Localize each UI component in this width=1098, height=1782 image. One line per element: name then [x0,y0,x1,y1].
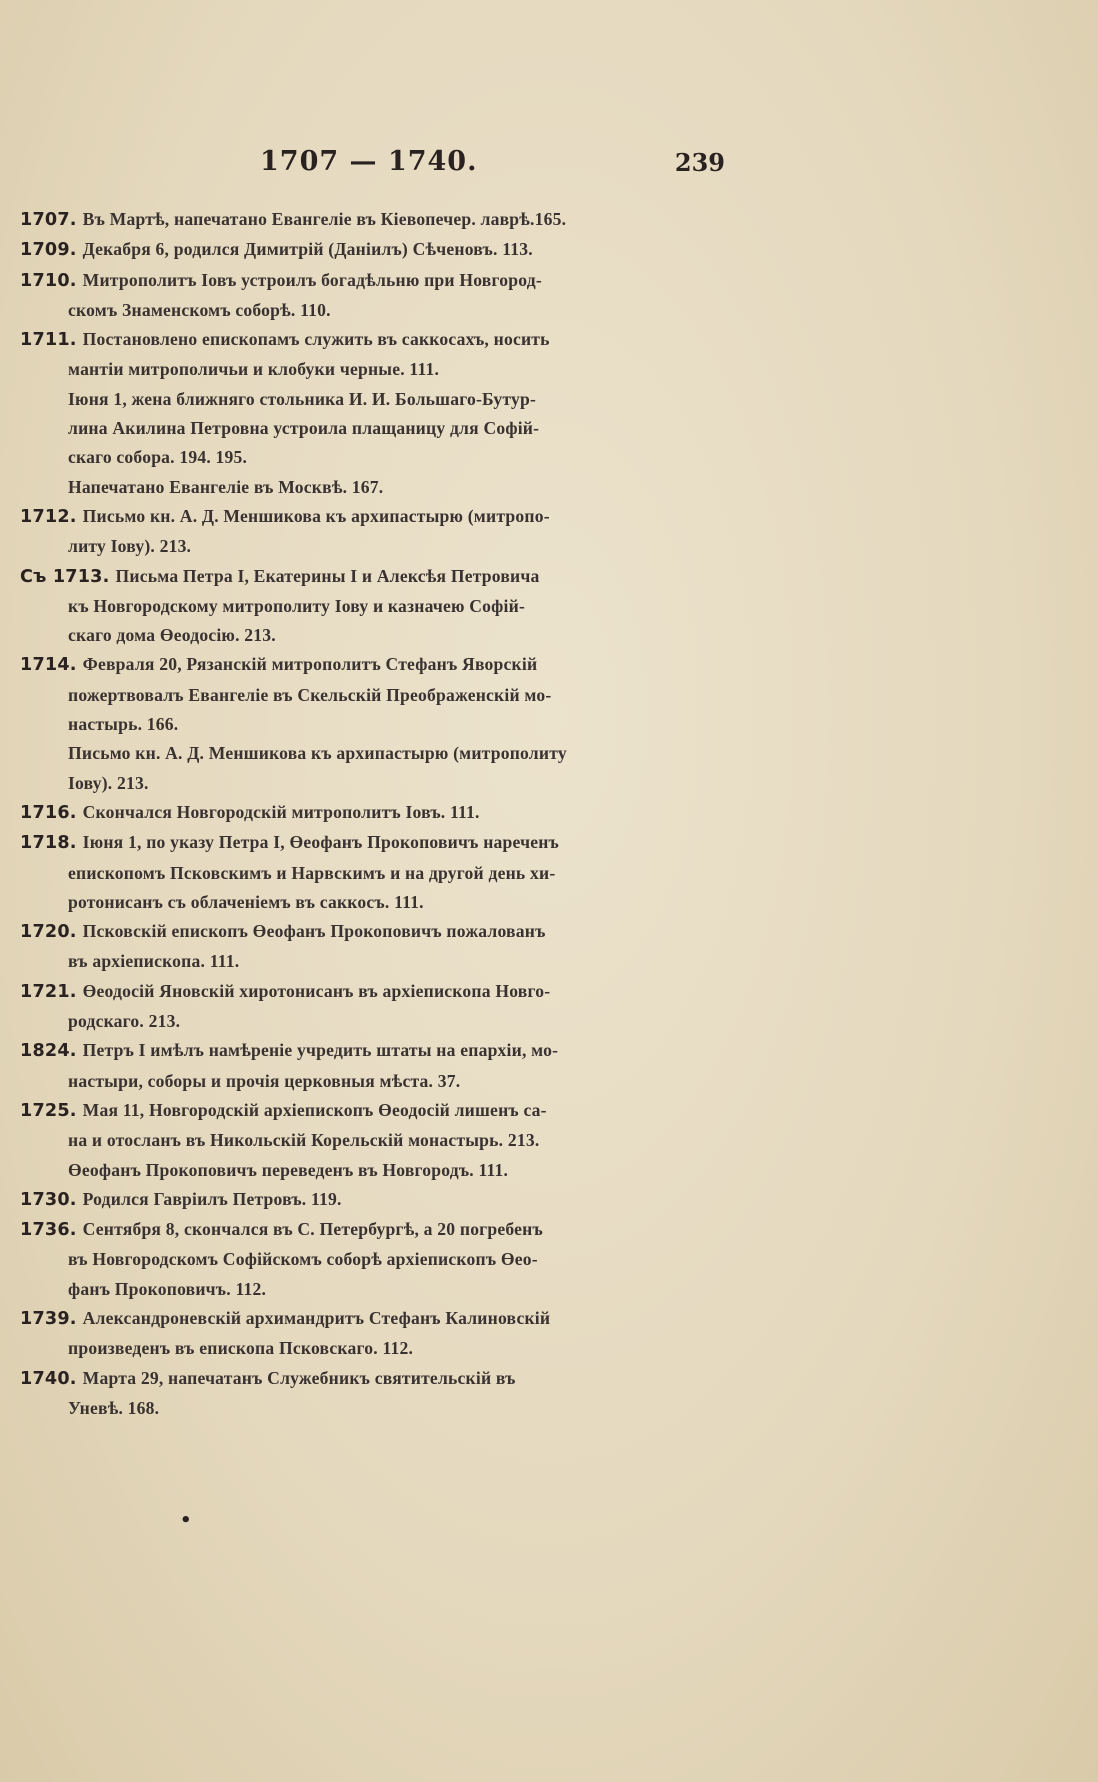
entry-text: Письмо кн. А. Д. Меншикова къ архипастырю (митрополиту [68,743,567,764]
running-title: 1707 — 1740. [260,146,478,177]
entry-line [20,828,732,858]
entry-line [20,681,732,710]
entry-text: Напечатано Евангеліе въ Москвѣ. 167. [68,476,384,497]
chronology-entry [20,325,732,385]
entry-year: 1739. [20,1308,77,1329]
entry-line [20,1036,732,1066]
entry-line [20,917,732,947]
chronology-entry [20,205,732,235]
entry-text: Скончался Новгородскій митрополитъ Іовъ. 111. [82,801,480,822]
entry-line [20,1185,732,1215]
entry-text: Іюня 1, жена ближняго стольника И. И. Большаго-Бутур- [68,388,537,409]
entry-line [20,1334,732,1363]
entry-line [20,1215,732,1245]
entry-line [20,1126,732,1155]
entry-text: Письмо кн. А. Д. Меншикова къ архипастырю (митропо- [82,505,550,526]
chronology-entry [20,828,732,917]
entry-line [20,710,732,739]
entry-text: фанъ Прокоповичъ. 112. [68,1278,267,1299]
chronology-entry [20,739,732,798]
entry-text: настырь. 166. [68,714,179,735]
entry-text: Уневѣ. 168. [68,1397,160,1418]
entry-line [20,650,732,680]
entry-year: 1718. [20,833,77,854]
entry-text: Александроневскій архимандритъ Стефанъ Калиновскій [82,1307,551,1328]
entry-text: Февраля 20, Рязанскій митрополитъ Стефанъ Яворскій [82,654,538,675]
entry-line [20,502,732,532]
entry-line [20,266,732,296]
page-header [20,146,725,186]
chronology-entry [20,266,732,326]
entry-line [20,355,732,384]
entry-line [20,562,732,592]
entry-text: Өеодосій Яновскій хиротонисанъ въ архіепископа Новго- [82,980,551,1001]
entry-text: скаго собора. 194. 195. [68,447,248,468]
entry-year: 1740. [20,1368,77,1389]
entry-year: 1709. [20,240,77,261]
entry-year: 1712. [20,506,77,527]
entry-line [20,532,732,561]
entry-year: 1720. [20,922,77,943]
entry-text: Петръ I имѣлъ намѣреніе учредить штаты на епархіи, мо- [82,1040,559,1061]
chronology-entry [20,562,732,651]
entry-text: Въ Мартѣ, напечатано Евангеліе въ Кіевопечер. лаврѣ.165. [82,209,567,229]
entry-year: 1721. [20,981,77,1002]
entry-line [20,947,732,976]
entry-text: Постановлено епископамъ служить въ саккосахъ, носить [82,329,550,350]
entry-year: 1716. [20,802,77,823]
entry-line [20,621,732,650]
entry-line [20,1364,732,1394]
entry-line [20,798,732,828]
entry-line [20,1156,732,1185]
stray-mark: • [180,1510,192,1531]
entry-text: Іову). 213. [68,772,149,793]
chronology-entry [20,1096,732,1156]
entry-text: мантіи митрополичьи и клобуки черные. 111. [68,359,440,380]
entry-text: произведенъ въ епископа Псковскаго. 112. [68,1338,414,1359]
entry-text: на и отосланъ въ Никольскій Корельскій монастырь. 213. [68,1130,540,1151]
entry-text: Сентября 8, скончался въ С. Петербургѣ, а 20 погребенъ [82,1219,543,1240]
entry-year: 1711. [20,330,77,351]
entry-text: скомъ Знаменскомъ соборѣ. 110. [68,299,331,320]
chronology-entry [20,917,732,977]
entry-text: пожертвовалъ Евангеліе въ Скельскій Преображенскій мо- [68,684,552,705]
entry-text: Псковскій епископъ Өеофанъ Прокоповичъ пожалованъ [82,921,546,942]
chronology-entry [20,1215,732,1304]
entry-text: Письма Петра I, Екатерины I и Алексѣя Петровича [115,565,540,586]
chronology-entry [20,502,732,562]
entry-text: родскаго. 213. [68,1011,181,1032]
entry-text: Митрополитъ Іовъ устроилъ богадѣльню при Новгород- [82,269,542,290]
chronology-entry [20,385,732,473]
entry-line [20,473,732,502]
chronology-entry [20,235,732,265]
entry-year: 1710. [20,270,77,291]
entry-text: въ архіепископа. 111. [68,951,240,972]
entry-text: лина Акилина Петровна устроила плащаницу для Софій- [68,418,540,439]
entry-year: 1725. [20,1100,77,1121]
entry-text: епископомъ Псковскимъ и Нарвскимъ и на другой день хи- [68,862,556,883]
entry-text: Декабря 6, родился Димитрій (Даніилъ) Сѣченовъ. 113. [82,239,533,260]
entry-line [20,1096,732,1126]
entry-line [20,1007,732,1036]
entry-line [20,769,732,798]
entry-year: 1736. [20,1220,77,1241]
entry-year: 1714. [20,655,77,676]
entry-line [20,385,732,414]
entry-text: Мая 11, Новгородскій архіепископъ Өеодосій лишенъ са- [82,1099,547,1120]
entry-line [20,1304,732,1334]
entry-text: въ Новгородскомъ Софійскомъ соборѣ архіепископъ Өео- [68,1249,538,1270]
chronology-list [20,205,732,1423]
chronology-entry [20,1156,732,1185]
entry-line [20,1245,732,1274]
entry-text: къ Новгородскому митрополиту Іову и казначею Софій- [68,595,526,616]
entry-line [20,592,732,621]
page-number: 239 [674,148,725,177]
entry-line [20,888,732,917]
entry-text: Іюня 1, по указу Петра I, Өеофанъ Прокоповичъ нареченъ [82,832,560,853]
entry-line [20,205,732,235]
entry-line [20,859,732,888]
entry-line [20,1394,732,1423]
chronology-entry [20,798,732,828]
entry-line [20,739,732,768]
chronology-entry [20,977,732,1037]
entry-line [20,325,732,355]
chronology-entry [20,650,732,739]
entry-text: ротонисанъ съ облаченіемъ въ саккосъ. 111. [68,891,424,912]
entry-text: скаго дома Өеодосію. 213. [68,625,276,646]
chronology-entry [20,1304,732,1364]
entry-text: литу Іову). 213. [68,536,192,557]
entry-year: 1730. [20,1189,77,1210]
entry-year: 1707. [20,210,77,230]
entry-line [20,235,732,265]
entry-text: Өеофанъ Прокоповичъ переведенъ въ Новгородъ. 111. [68,1159,509,1180]
entry-line [20,414,732,443]
chronology-entry [20,1185,732,1215]
entry-line [20,296,732,325]
entry-line [20,977,732,1007]
entry-text: Марта 29, напечатанъ Служебникъ святительскій въ [82,1367,516,1388]
entry-line [20,1067,732,1096]
chronology-entry [20,1364,732,1424]
entry-year: 1824. [20,1041,77,1062]
chronology-entry [20,1036,732,1096]
entry-text: настыри, соборы и прочія церковныя мѣста. 37. [68,1070,461,1091]
entry-line [20,1275,732,1304]
entry-year: Съ 1713. [20,566,110,587]
chronology-entry [20,473,732,502]
entry-line [20,443,732,472]
entry-text: Родился Гавріилъ Петровъ. 119. [82,1188,342,1209]
